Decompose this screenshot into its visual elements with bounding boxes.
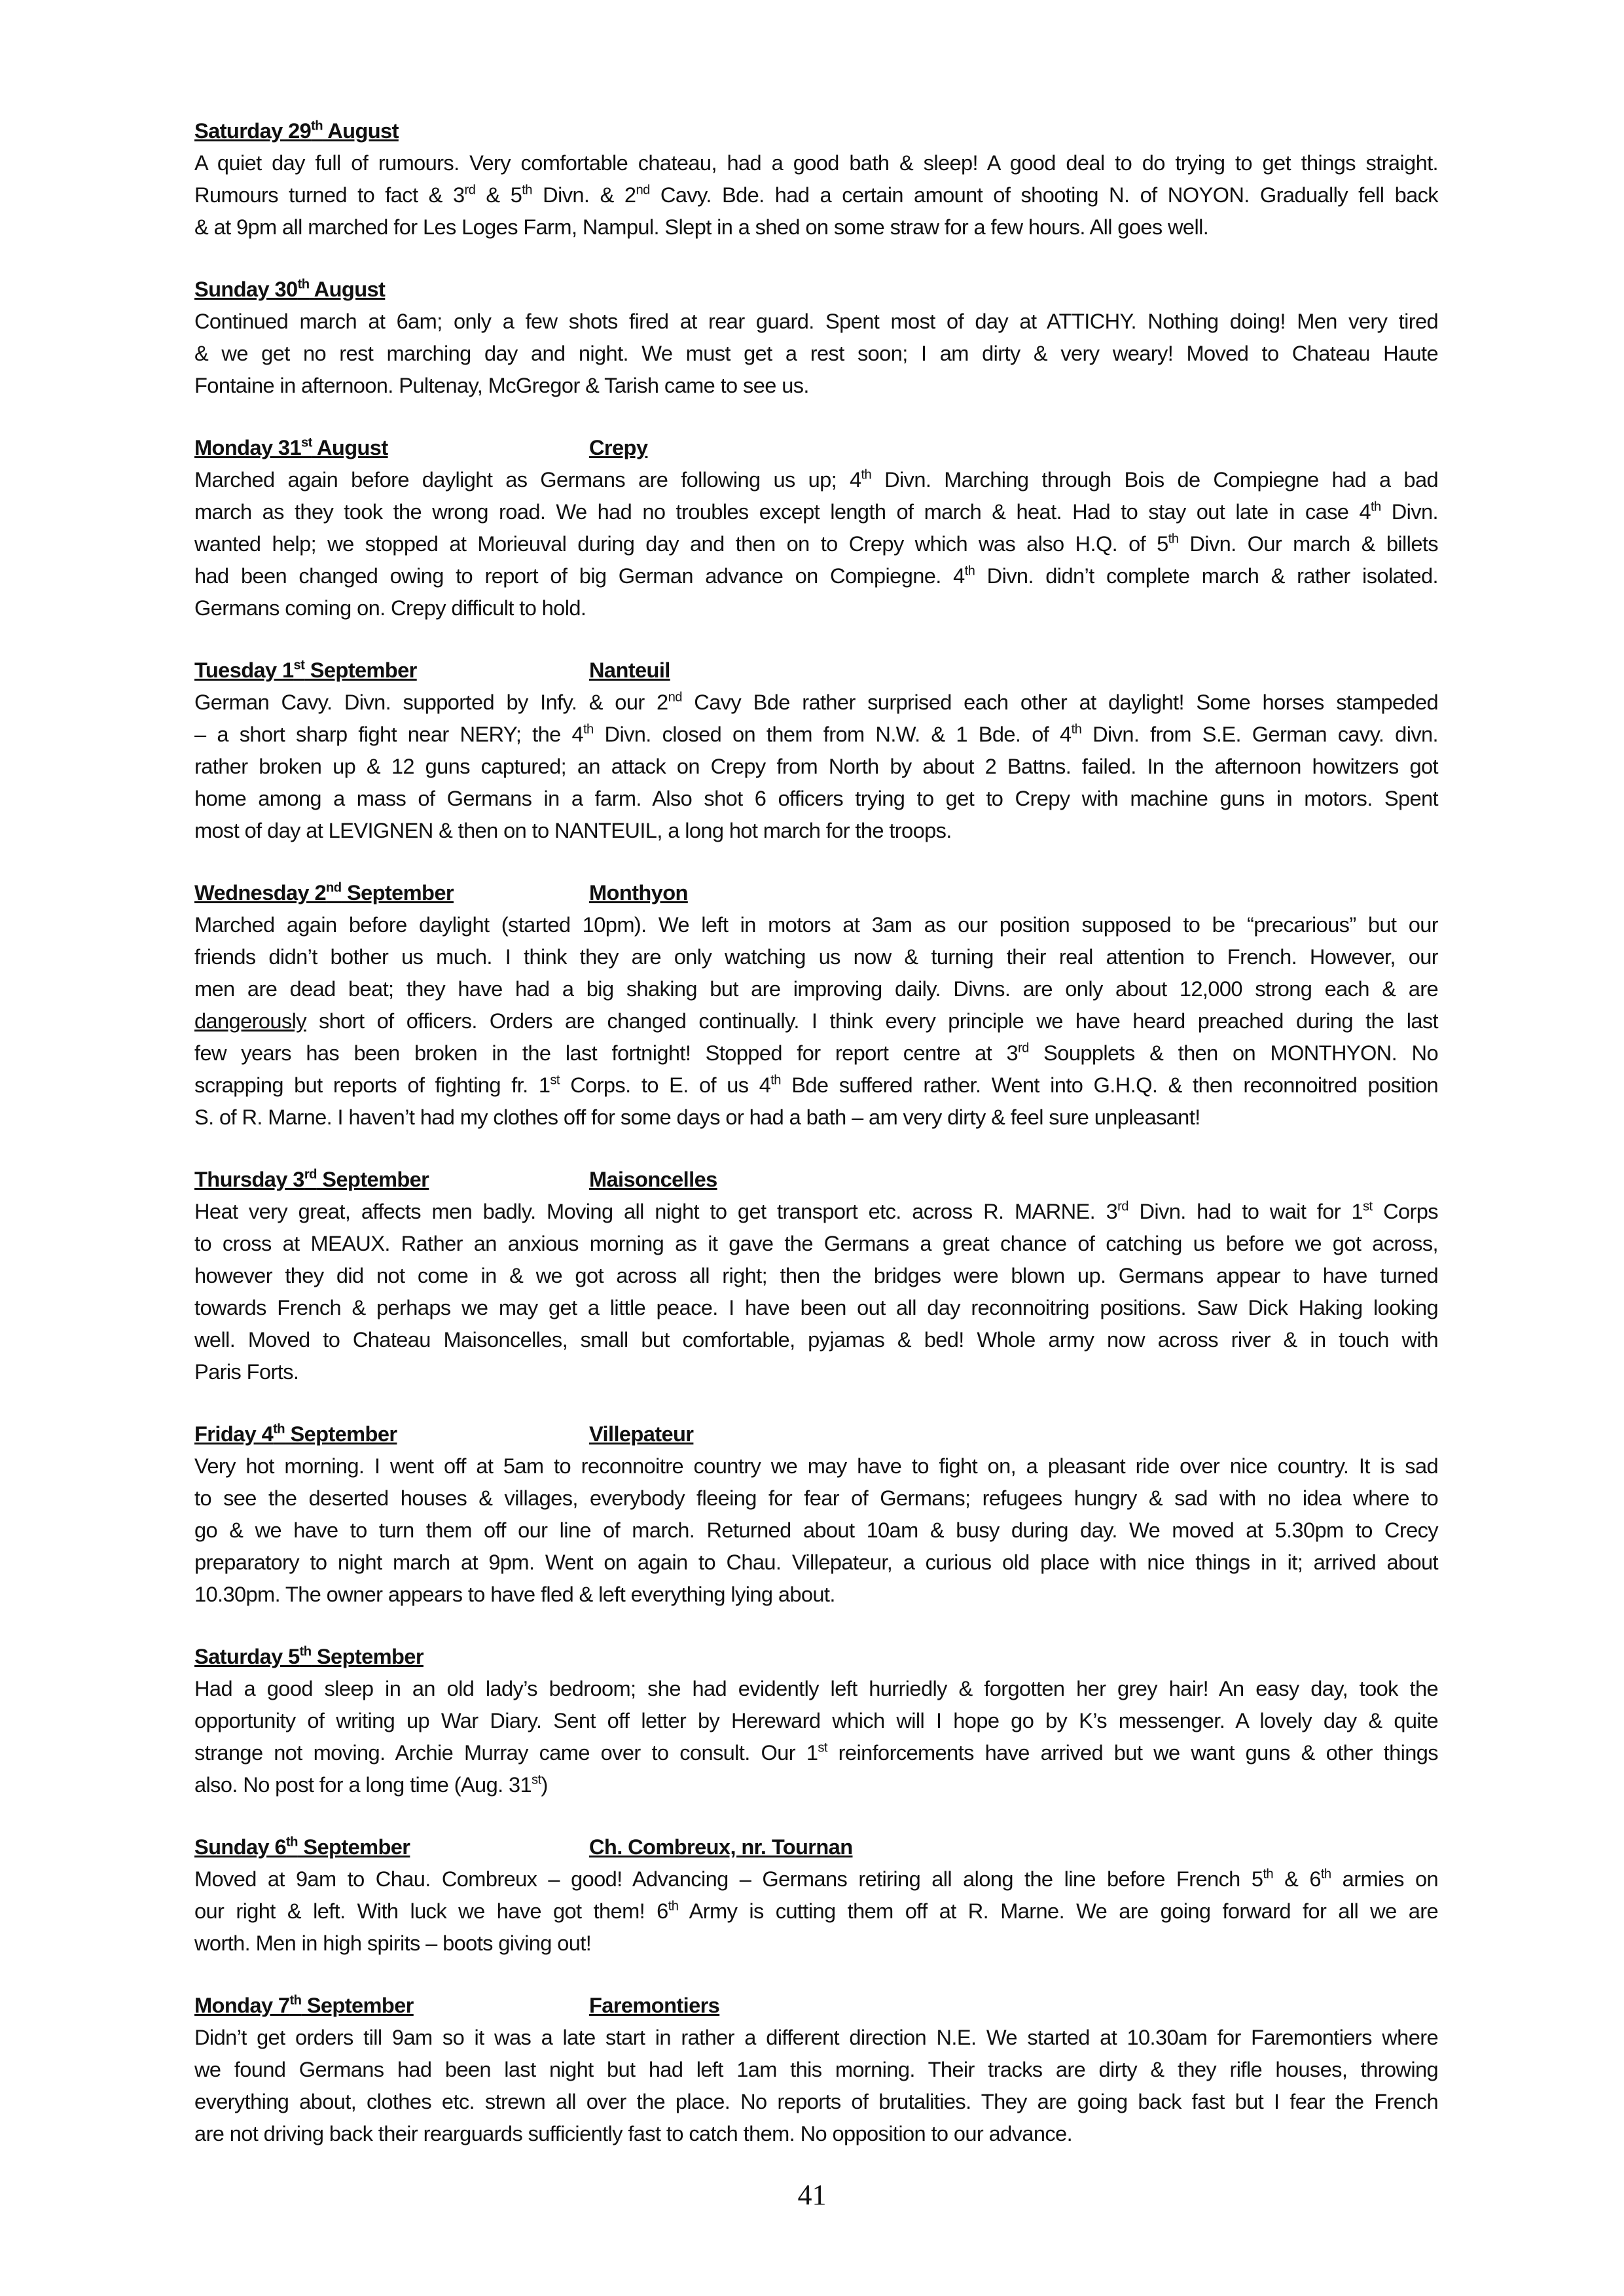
entry-line: Fontaine in afternoon. Pultenay, McGregor & Tarish came to see us. [194,373,809,397]
entry-line: towards French & perhaps we may get a little peace. I have been out all day reconnoitring positions. Saw Dick Haking looking [194,1295,1438,1319]
entry-place: Faremontiers [589,1993,720,2017]
entry-line: Moved at 9am to Chau. Combreux – good! Advancing – Germans retiring all along the line before French 5th & 6th armies on [194,1867,1438,1891]
diary-page [194,115,1438,2179]
entry-line: however they did not come in & we got across all right; then the bridges were blown up. Germans appear to have turned [194,1263,1438,1287]
entry-line: 10.30pm. The owner appears to have fled & left everything lying about. [194,1582,835,1606]
entry-body [194,1195,1438,1388]
entry-line: most of day at LEVIGNEN & then on to NANTEUIL, a long hot march for the troops. [194,818,952,842]
entry-line: Very hot morning. I went off at 5am to reconnoitre country we may have to fight on, a pleasant ride over nice country. It is sad [194,1454,1438,1478]
entry-body [194,908,1438,1133]
diary-entry [194,1163,1438,1388]
entry-line: march as they took the wrong road. We had no troubles except length of march & heat. Had to stay out late in case 4th Divn. [194,499,1438,524]
entry-place: Crepy [589,435,648,459]
entry-body [194,2021,1438,2149]
diary-entry [194,1989,1438,2149]
entry-line: opportunity of writing up War Diary. Sent off letter by Hereward which will I hope go by K’s messenger. A lovely day & quite [194,1708,1438,1732]
entry-line: strange not moving. Archie Murray came over to consult. Our 1st reinforcements have arrived but we want guns & other things [194,1740,1438,1765]
diary-entry [194,273,1438,401]
diary-entry [194,431,1438,624]
entry-place: Ch. Combreux, nr. Tournan [589,1835,853,1859]
entry-line: Marched again before daylight as Germans are following us up; 4th Divn. Marching through Bois de Compiegne had a bad [194,467,1438,492]
entry-line: our right & left. With luck we have got them! 6th Army is cutting them off at R. Marne. We are going forward for all we are [194,1899,1439,1923]
entry-date: Saturday 5th September [194,1644,424,1668]
entry-line: go & we have to turn them off our line of march. Returned about 10am & busy during day. We moved at 5.30pm to Crecy [194,1518,1438,1542]
entry-line: Paris Forts. [194,1359,299,1384]
entry-line: few years has been broken in the last fortnight! Stopped for report centre at 3rd Soupplets & then on MONTHYON. No [194,1041,1438,1065]
entry-line: are not driving back their rearguards sufficiently fast to catch them. No opposition to our advance. [194,2121,1073,2145]
page-number: 41 [797,2179,827,2211]
entry-line: we found Germans had been last night but had left 1am this morning. Their tracks are dirty & they rifle houses, throwing [194,2057,1438,2081]
entry-body [194,1450,1438,1610]
entry-line: preparatory to night march at 9pm. Went on again to Chau. Villepateur, a curious old place with nice things in it; arrived about [194,1550,1438,1574]
entry-body [194,1672,1438,1801]
entry-body [194,463,1438,624]
entry-body [194,147,1438,243]
diary-entry [194,1640,1438,1801]
entry-body [194,305,1438,401]
diary-entry [194,1831,1438,1959]
entry-line: Germans coming on. Crepy difficult to hold. [194,596,586,620]
entry-place: Monthyon [589,880,688,905]
entry-date: Friday 4th September [194,1422,397,1446]
entry-line: Heat very great, affects men badly. Moving all night to get transport etc. across R. MARNE. 3rd Divn. had to wait for 1st Corps [194,1199,1438,1223]
entry-line: friends didn’t bother us much. I think they are only watching us now & turning their real attention to French. However, our [194,944,1438,969]
entry-line: S. of R. Marne. I haven’t had my clothes off for some days or had a bath – am very dirty & feel sure unpleasant! [194,1105,1200,1129]
entry-date: Monday 31st August [194,435,388,459]
entry-line: Rumours turned to fact & 3rd & 5th Divn. & 2nd Cavy. Bde. had a certain amount of shooting N. of NOYON. Gradually fell back [194,183,1439,207]
entry-date: Monday 7th September [194,1993,414,2017]
entry-body [194,686,1438,846]
diary-entry [194,876,1438,1133]
entry-line: had been changed owing to report of big German advance on Compiegne. 4th Divn. didn’t complete march & rather isolated. [194,564,1438,588]
entry-body [194,1863,1438,1959]
entry-line: scrapping but reports of fighting fr. 1st Corps. to E. of us 4th Bde suffered rather. Went into G.H.Q. & then reconnoitred position [194,1073,1439,1097]
entry-date: Sunday 30th August [194,277,386,301]
diary-entry [194,115,1438,243]
entry-line: to cross at MEAUX. Rather an anxious morning as it gave the Germans a great chance of catching us before we got across, [194,1231,1438,1255]
diary-entry [194,654,1438,846]
entry-date: Tuesday 1st September [194,658,417,682]
entry-line: German Cavy. Divn. supported by Infy. & our 2nd Cavy Bde rather surprised each other at daylight! Some horses stampeded [194,690,1438,714]
entry-line: well. Moved to Chateau Maisoncelles, small but comfortable, pyjamas & bed! Whole army now across river & in touch with [194,1327,1438,1352]
entry-line: to see the deserted houses & villages, everybody fleeing for fear of Germans; refugees hungry & sad with no idea where to [194,1486,1438,1510]
entry-line: Didn’t get orders till 9am so it was a late start in rather a different direction N.E. We started at 10.30am for Faremontiers where [194,2025,1438,2049]
entry-line: – a short sharp fight near NERY; the 4th Divn. closed on them from N.W. & 1 Bde. of 4th Divn. from S.E. German cavy. divn. [194,722,1438,746]
entry-line: rather broken up & 12 guns captured; an attack on Crepy from North by about 2 Battns. failed. In the afternoon howitzers got [194,754,1438,778]
diary-entry [194,1418,1438,1610]
entry-line: dangerously short of officers. Orders are changed continually. I think every principle we have heard preached during the last [194,1009,1438,1033]
entry-place: Villepateur [589,1422,694,1446]
entry-date: Saturday 29th August [194,118,399,143]
entry-line: & we get no rest marching day and night. We must get a rest soon; I am dirty & very weary! Moved to Chateau Haute [194,341,1438,365]
entry-line: Continued march at 6am; only a few shots fired at rear guard. Spent most of day at ATTICHY. Nothing doing! Men very tired [194,309,1438,333]
entry-line: worth. Men in high spirits – boots giving out! [194,1931,592,1955]
entry-date: Sunday 6th September [194,1835,410,1859]
entry-date: Wednesday 2nd September [194,880,454,905]
entry-line: men are dead beat; they have had a big shaking but are improving daily. Divns. are only about 12,000 strong each & are [194,977,1438,1001]
entry-line: & at 9pm all marched for Les Loges Farm, Nampul. Slept in a shed on some straw for a few hours. All goes well. [194,215,1209,239]
entry-line: also. No post for a long time (Aug. 31st) [194,1772,548,1797]
entry-line: Had a good sleep in an old lady’s bedroom; she had evidently left hurriedly & forgotten her grey hair! An easy day, took the [194,1676,1438,1700]
entry-place: Maisoncelles [589,1167,717,1191]
entry-line: A quiet day full of rumours. Very comfortable chateau, had a good bath & sleep! A good deal to do trying to get things straight. [194,151,1438,175]
entry-line: Marched again before daylight (started 10pm). We left in motors at 3am as our position supposed to be “precarious” but our [194,912,1438,937]
entry-line: home among a mass of Germans in a farm. Also shot 6 officers trying to get to Crepy with machine guns in motors. Spent [194,786,1438,810]
entry-line: wanted help; we stopped at Morieuval during day and then on to Crepy which was also H.Q. of 5th Divn. Our march & billets [194,531,1438,556]
entry-place: Nanteuil [589,658,670,682]
entry-date: Thursday 3rd September [194,1167,429,1191]
entry-line: everything about, clothes etc. strewn all over the place. No reports of brutalities. They are going back fast but I fear the French [194,2089,1438,2113]
